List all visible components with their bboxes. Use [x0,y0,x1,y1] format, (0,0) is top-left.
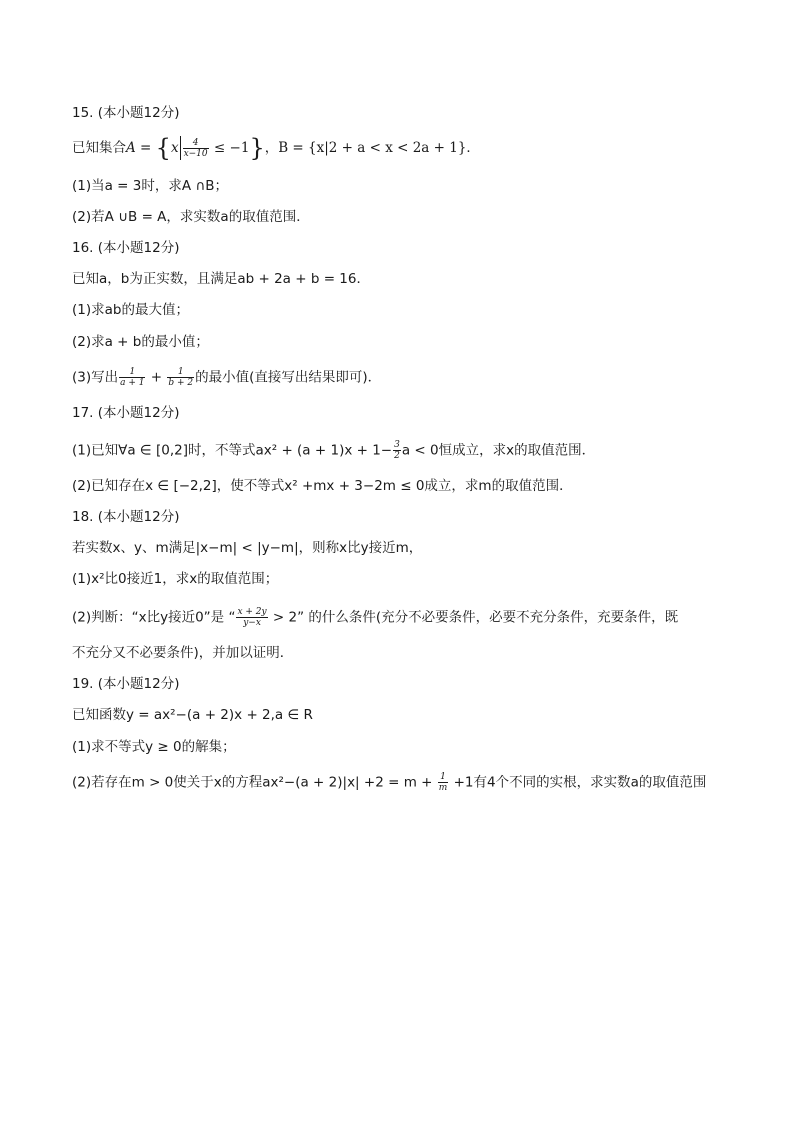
part-2-prefix: (2)判断：“x比y接近0”是 “ [72,609,236,626]
left-brace: { [155,134,171,162]
problem-19-stem: 已知函数y = ax²−(a + 2)x + 2,a ∈ R [72,707,313,723]
set-bar [180,136,181,160]
problem-15-header: 15. (本小题12分) [72,105,180,121]
problem-16-stem: 已知a，b为正实数，且满足ab + 2a + b = 16． [72,271,370,287]
fraction-1-over-b-plus-2: $\frac{1}{b + 2}$ [168,367,194,388]
problem-18-part-2-continued: 不充分又不必要条件)，并加以证明． [72,645,294,661]
problem-16-part-2: (2)求a + b的最小值； [72,334,209,350]
fraction-1-over-m: $\frac{1}{m}$ [438,772,448,793]
right-brace: } [249,134,265,162]
set-b-definition: B = {x|2 + a < x < 2a + 1}． [278,140,480,156]
problem-15-part-1: (1)当a = 3时，求A ∩B； [72,178,229,194]
set-a-label: A = [126,140,156,156]
problem-18-part-2 [72,607,678,628]
problem-18-header: 18. (本小题12分) [72,509,180,525]
fraction-3-over-2: $\frac{3}{2}$ [394,440,400,461]
separator: ， [264,140,279,156]
problem-17-header: 17. (本小题12分) [72,405,180,421]
part-1-prefix: (1)已知∀a ∈ [0,2]时，不等式ax² + (a + 1)x + 1− [72,442,393,459]
stem-text: 已知集合 [72,140,126,156]
fraction-x-2y-over-y-x: $\frac{x + 2y}{y-x}$ [237,607,267,628]
fraction-1-over-a-plus-1: $\frac{1}{a + 1}$ [120,367,145,388]
plus-sign: + [146,369,167,386]
set-variable: x [170,140,179,156]
problem-19-header: 19. (本小题12分) [72,676,180,692]
problem-18-stem: 若实数x、y、m满足|x−m| < |y−m|，则称x比y接近m， [72,540,423,556]
problem-16-header: 16. (本小题12分) [72,240,180,256]
inequality: ≤ −1 [209,140,250,156]
problem-16-part-3 [72,367,381,388]
part-2-prefix: (2)若存在m > 0使关于x的方程ax²−(a + 2)|x| +2 = m + [72,774,437,791]
part-2-suffix: +1有4个不同的实根，求实数a的取值范围 [449,774,707,791]
part-3-suffix: 的最小值(直接写出结果即可)． [195,369,382,386]
part-2-suffix: > 2” 的什么条件(充分不必要条件，必要不充分条件，充要条件，既 [268,609,679,626]
part-1-suffix: a < 0恒成立，求x的取值范围． [401,442,596,459]
problem-15-part-2: (2)若A ∪B = A，求实数a的取值范围． [72,209,310,225]
problem-15-stem [72,136,480,160]
problem-17-part-1 [72,440,595,461]
problem-18-part-1: (1)x²比0接近1，求x的取值范围； [72,571,279,587]
problem-17-part-2: (2)已知存在x ∈ [−2,2]，使不等式x² +mx + 3−2m ≤ 0成立，求m的取值范围． [72,478,573,494]
problem-16-part-1: (1)求ab的最大值； [72,302,189,318]
part-3-prefix: (3)写出 [72,369,119,386]
problem-19-part-2 [72,772,706,793]
fraction-4-over-x-10: $\frac{4}{x-10}$ [183,137,208,159]
problem-19-part-1: (1)求不等式y ≥ 0的解集； [72,739,236,755]
